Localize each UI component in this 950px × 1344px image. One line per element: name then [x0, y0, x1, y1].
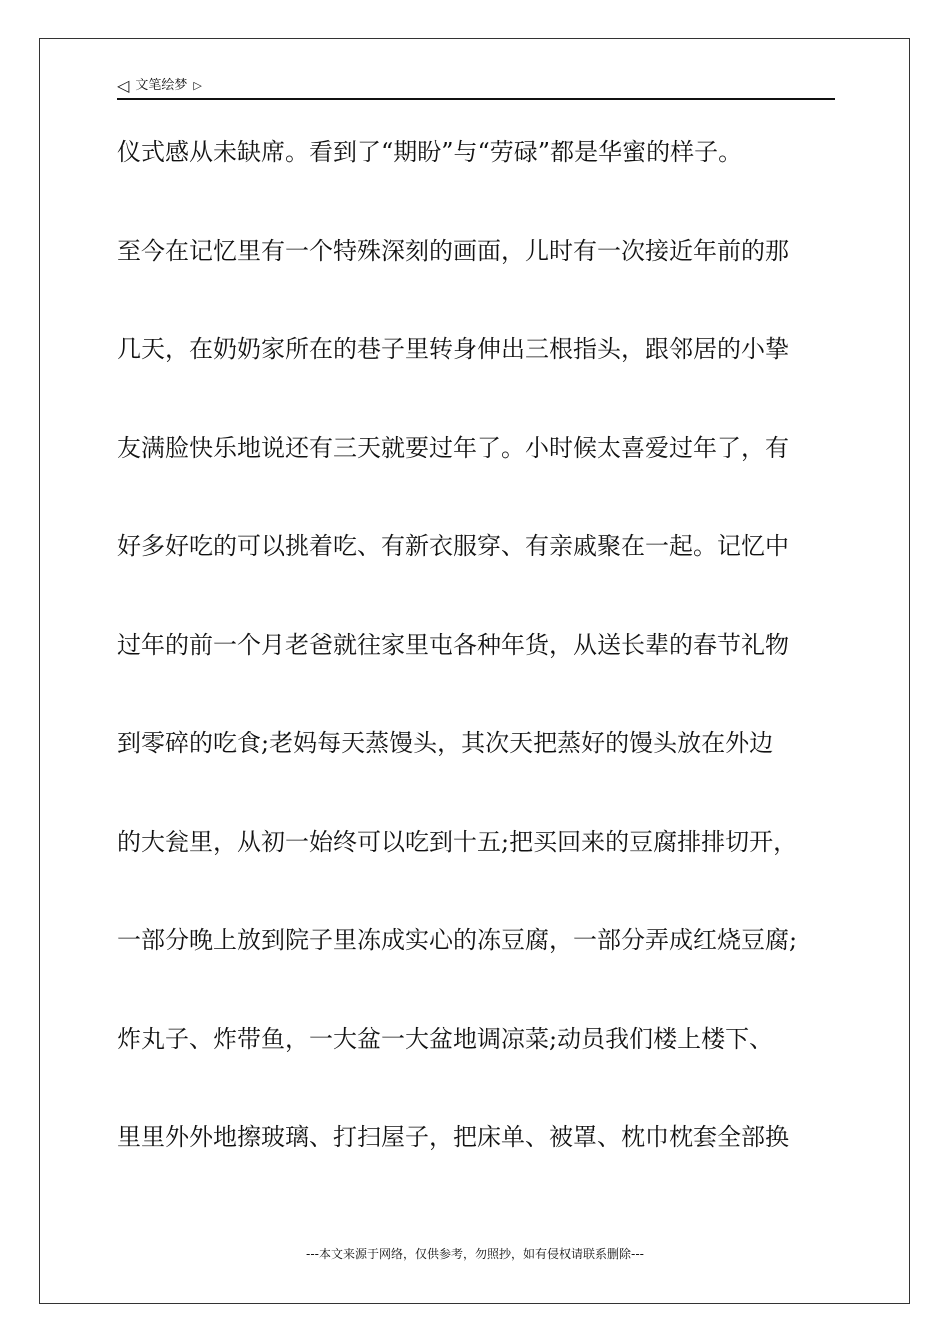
text-line: 友满脸快乐地说还有三天就要过年了。小时候太喜爱过年了，有: [117, 433, 789, 462]
text-line: 仪式感从未缺席。看到了“期盼”与“劳碌”都是华蜜的样子。: [117, 138, 743, 166]
text-line: 的大瓮里，从初一始终可以吃到十五;把买回来的豆腐排排切开，: [117, 827, 798, 856]
text-line: 几天，在奶奶家所在的巷子里转身伸出三根指头，跟邻居的小挚: [117, 335, 789, 363]
left-triangle-icon: ◁: [117, 76, 130, 95]
text-line: 到零碎的吃食;老妈每天蒸馒头，其次天把蒸好的馒头放在外边: [117, 729, 774, 757]
text-line: 炸丸子、炸带鱼，一大盆一大盆地调凉菜;动员我们楼上楼下、: [117, 1024, 774, 1053]
text-line: 里里外外地擦玻璃、打扫屋子，把床单、被罩、枕巾枕套全部换: [117, 1123, 789, 1151]
right-triangle-icon: ▷: [193, 79, 202, 92]
text-line: 好多好吃的可以挑着吃、有新衣服穿、有亲戚聚在一起。记忆中: [117, 532, 789, 560]
body-text: [117, 127, 837, 1211]
page-footer: ---本文来源于网络，仅供参考，勿照抄，如有侵权请联系删除---: [306, 1247, 644, 1261]
text-line: 一部分晚上放到院子里冻成实心的冻豆腐，一部分弄成红烧豆腐;: [117, 926, 798, 954]
text-line: 过年的前一个月老爸就往家里屯各种年货，从送长辈的春节礼物: [117, 630, 789, 659]
header-title: 文笔绘梦: [135, 78, 188, 93]
text-line: 至今在记忆里有一个特殊深刻的画面，儿时有一次接近年前的那: [117, 236, 789, 265]
page-header: [117, 74, 835, 100]
